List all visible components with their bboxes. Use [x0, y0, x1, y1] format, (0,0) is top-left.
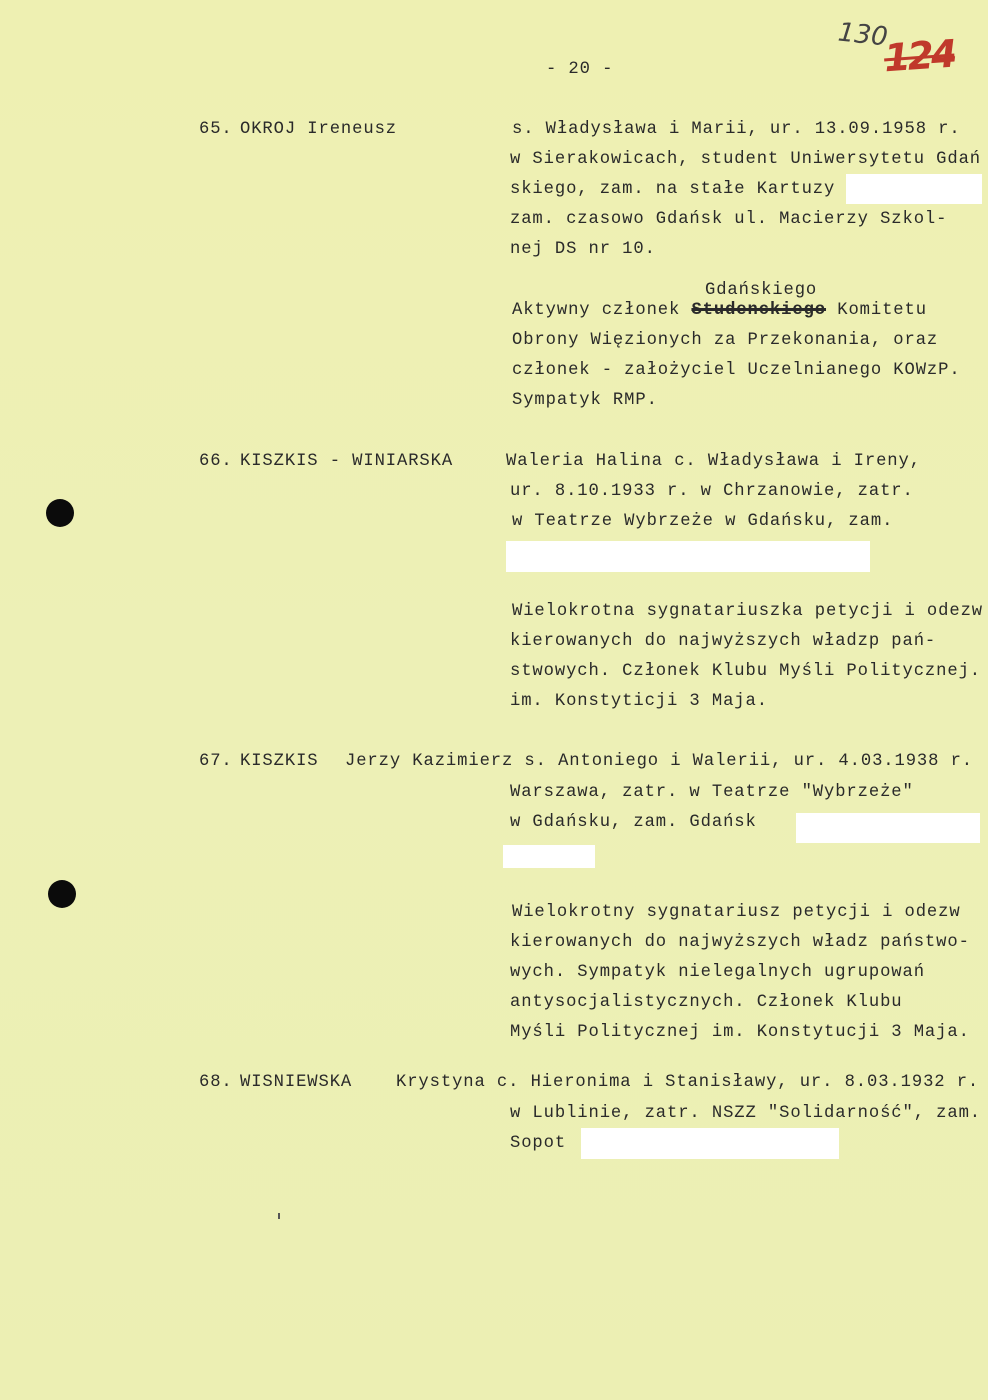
struck-word: Studenckiego [691, 301, 827, 320]
entry-detail-line: w Lublinie, zatr. NSZZ "Solidarność", zam. [510, 1104, 981, 1123]
entry-number: 67. [199, 752, 233, 771]
entry-number: 66. [199, 452, 233, 471]
entry-name: KISZKIS [240, 752, 319, 771]
entry-detail-line: s. Władysława i Marii, ur. 13.09.1958 r. [512, 120, 961, 139]
page-number: - 20 - [546, 60, 614, 79]
activity-text: Komitetu [837, 301, 927, 320]
activity-line: Obrony Więzionych za Przekonania, oraz [512, 331, 939, 350]
entry-name: WISNIEWSKA [240, 1073, 353, 1092]
redaction [581, 1128, 839, 1159]
activity-line: Myśli Politycznej im. Konstytucji 3 Maja. [510, 1023, 970, 1042]
entry-detail-line: nej DS nr 10. [510, 240, 656, 259]
entry-detail-line: w Sierakowicach, student Uniwersytetu Gdań [510, 150, 981, 169]
redaction [796, 813, 980, 843]
punch-hole [48, 880, 76, 908]
punch-hole [46, 499, 74, 527]
entry-detail-line: Krystyna c. Hieronima i Stanisławy, ur. 8.03.1932 r. [396, 1073, 980, 1092]
redaction [846, 174, 982, 204]
activity-line: członek - założyciel Uczelnianego KOWzP. [512, 361, 961, 380]
redaction [506, 541, 870, 572]
activity-line [512, 301, 927, 321]
entry-number: 68. [199, 1073, 233, 1092]
activity-line: antysocjalistycznych. Członek Klubu [510, 993, 903, 1012]
entry-name: OKROJ Ireneusz [240, 120, 397, 139]
activity-line: im. Konstyticji 3 Maja. [510, 692, 768, 711]
redaction [503, 845, 595, 868]
activity-text: Aktywny członek [512, 301, 681, 320]
entry-detail-line: Jerzy Kazimierz s. Antoniego i Walerii, ur. 4.03.1938 r. [345, 752, 973, 771]
stray-mark [278, 1213, 280, 1219]
activity-line: Wielokrotny sygnatariusz petycji i odezw [512, 903, 961, 922]
archive-number-new: 124 [882, 31, 956, 81]
entry-detail-line: w Gdańsku, zam. Gdańsk [510, 813, 757, 832]
entry-name: KISZKIS - WINIARSKA [240, 452, 454, 471]
entry-detail-line: Sopot [510, 1134, 567, 1153]
activity-line: Sympatyk RMP. [512, 391, 658, 410]
entry-detail-line: Warszawa, zatr. w Teatrze "Wybrzeże" [510, 783, 914, 802]
entry-number: 65. [199, 120, 233, 139]
activity-line: kierowanych do najwyższych władz państwo- [510, 933, 970, 952]
activity-line: wych. Sympatyk nielegalnych ugrupowań [510, 963, 925, 982]
archive-number-old: 130 [836, 17, 890, 53]
entry-detail-line: zam. czasowo Gdańsk ul. Macierzy Szkol- [510, 210, 948, 229]
activity-line: Wielokrotna sygnatariuszka petycji i odezw [512, 602, 983, 621]
entry-detail-line: ur. 8.10.1933 r. w Chrzanowie, zatr. [510, 482, 914, 501]
activity-line: kierowanych do najwyższych władzp pań- [510, 632, 937, 651]
entry-detail-line: skiego, zam. na stałe Kartuzy [510, 180, 836, 199]
typed-insertion: Gdańskiego [705, 281, 818, 300]
activity-line: stwowych. Członek Klubu Myśli Politycznej. [510, 662, 981, 681]
entry-detail-line: Waleria Halina c. Władysława i Ireny, [506, 452, 921, 471]
entry-detail-line: w Teatrze Wybrzeże w Gdańsku, zam. [512, 512, 894, 531]
